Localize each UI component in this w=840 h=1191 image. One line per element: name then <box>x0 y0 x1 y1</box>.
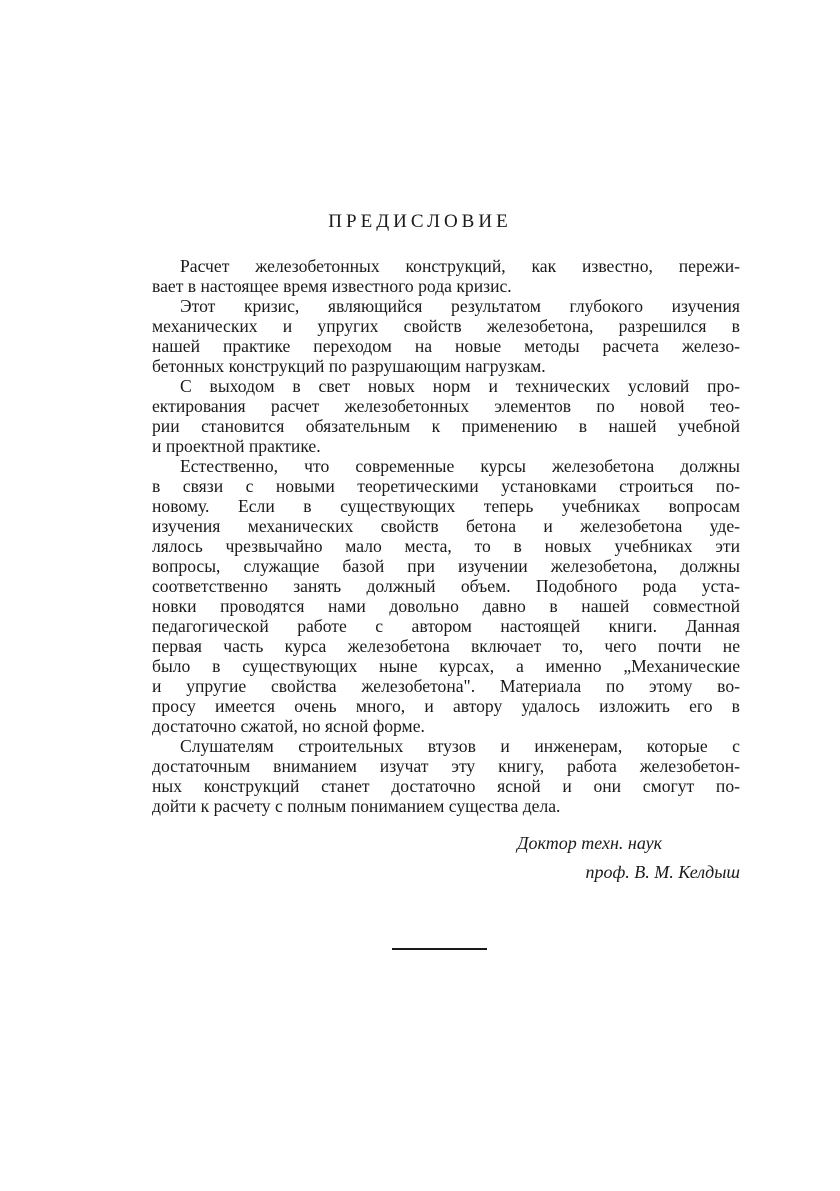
text-line: Слушателям строительных втузов и инженерам, которые с <box>180 736 740 756</box>
text-line: достаточно сжатой, но ясной форме. <box>152 716 425 736</box>
text-line: ных конструкций станет достаточно ясной и они смогут по- <box>152 776 740 796</box>
text-line: изучения механических свойств бетона и железобетона уде- <box>152 516 740 536</box>
text-line: Этот кризис, являющийся результатом глубокого изучения <box>180 296 740 316</box>
text-line: дойти к расчету с полным пониманием существа дела. <box>152 796 561 816</box>
signature-name: проф. В. М. Келдыш <box>585 862 740 882</box>
text-line: С выходом в свет новых норм и технических условий про- <box>180 376 740 396</box>
signature-degree: Доктор техн. наук <box>517 833 662 853</box>
text-line: просу имеется очень много, и автору удалось изложить его в <box>152 696 740 716</box>
text-line: в связи с новыми теоретическими установками строиться по- <box>152 476 740 496</box>
closing-rule <box>392 948 487 950</box>
text-line: вопросы, служащие базой при изучении железобетона, должны <box>152 556 740 576</box>
text-line: механических и упругих свойств железобетона, разрешился в <box>152 316 740 336</box>
text-line: и проектной практике. <box>152 436 321 456</box>
text-line: соответственно занять должный объем. Подобного рода уста- <box>152 576 740 596</box>
text-line: Естественно, что современные курсы железобетона должны <box>180 456 740 476</box>
preface-body <box>152 256 740 816</box>
text-line: вает в настоящее время известного рода кризис. <box>152 276 512 296</box>
text-line: лялось чрезвычайно мало места, то в новых учебниках эти <box>152 536 740 556</box>
text-line: нашей практике переходом на новые методы расчета железо- <box>152 336 740 356</box>
text-line: и упругие свойства железобетона". Материала по этому во- <box>152 676 740 696</box>
text-line: новому. Если в существующих теперь учебниках вопросам <box>152 496 740 516</box>
signature-block <box>517 829 740 887</box>
text-line: ектирования расчет железобетонных элементов по новой тео- <box>152 396 740 416</box>
text-line: было в существующих ныне курсах, а именно „Механические <box>152 656 740 676</box>
text-line: рии становится обязательным к применению в нашей учебной <box>152 416 740 436</box>
text-line: первая часть курса железобетона включает то, чего почти не <box>152 636 740 656</box>
text-line: бетонных конструкций по разрушающим нагрузкам. <box>152 356 546 376</box>
page-title: ПРЕДИСЛОВИЕ <box>328 211 512 232</box>
text-line: достаточным вниманием изучат эту книгу, работа железобетон- <box>152 756 740 776</box>
text-line: новки проводятся нами довольно давно в нашей совместной <box>152 596 740 616</box>
text-line: Расчет железобетонных конструкций, как известно, пережи- <box>180 256 740 276</box>
text-line: педагогической работе с автором настоящей книги. Данная <box>152 616 740 636</box>
